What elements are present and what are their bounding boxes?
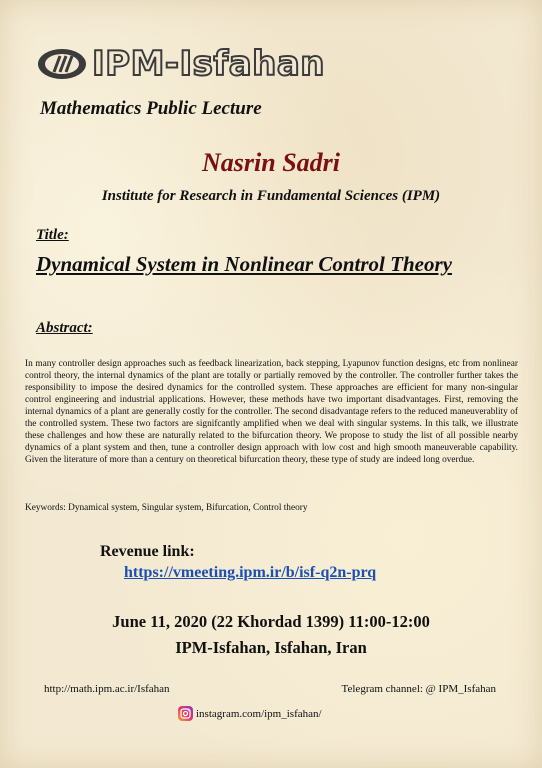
event-date: June 11, 2020 (22 Khordad 1399) 11:00-12:00 <box>112 612 430 631</box>
series-title: Mathematics Public Lecture <box>40 98 262 119</box>
talk-title: Dynamical System in Nonlinear Control Theory <box>36 252 452 276</box>
abstract-text: In many controller design approaches such as feedback linearization, back stepping, Lyapunov function designs, etc from nonlinear control theory, the internal dynamics of the plant are totally or partially removed by the controller. The controller further takes the responsibility to impose the desired dynamics for the controlled system. These approaches are efficient for many non-singular control engineering and industrial applications. However, these methods have two important disadvantages. First, removing the internal dynamics of a plant are generally costly for the controller. The second disadvantage refers to the reduced maneuverablity of the controlled system. These two factors are signifcantly amplified when we deal with singular systems. In this talk, we illustrate these challenges and how these are naturally related to the bifurcation theory. We propose to study the list of all possible nearby dynamics of a plant system and then, tune a controller design approach with low cost and high smooth maneuverable capability. Given the literature of more than a century on theoretical bifurcation theory, these type of study are indeed long overdue. <box>25 359 518 465</box>
instagram-icon <box>178 706 193 721</box>
revenue-label: Revenue link: <box>100 543 195 560</box>
telegram-channel[interactable]: Telegram channel: @ IPM_Isfahan <box>341 683 496 695</box>
website-link[interactable]: http://math.ipm.ac.ir/Isfahan <box>44 683 170 695</box>
revenue-link[interactable]: https://vmeeting.ipm.ir/b/isf-q2n-prq <box>124 564 377 581</box>
title-label: Title: <box>36 227 69 243</box>
abstract-label: Abstract: <box>36 320 93 336</box>
speaker-affiliation: Institute for Research in Fundamental Sciences (IPM) <box>101 188 441 204</box>
instagram-row[interactable] <box>178 706 322 721</box>
ipm-logo-icon <box>36 47 88 81</box>
instagram-handle[interactable]: instagram.com/ipm_isfahan/ <box>196 707 322 720</box>
logo-text: IPM-Isfahan <box>92 44 325 84</box>
keywords: Keywords: Dynamical system, Singular system, Bifurcation, Control theory <box>25 503 308 513</box>
speaker-name: Nasrin Sadri <box>202 148 340 177</box>
event-place: IPM-Isfahan, Isfahan, Iran <box>175 638 367 657</box>
ipm-logo <box>36 46 325 82</box>
